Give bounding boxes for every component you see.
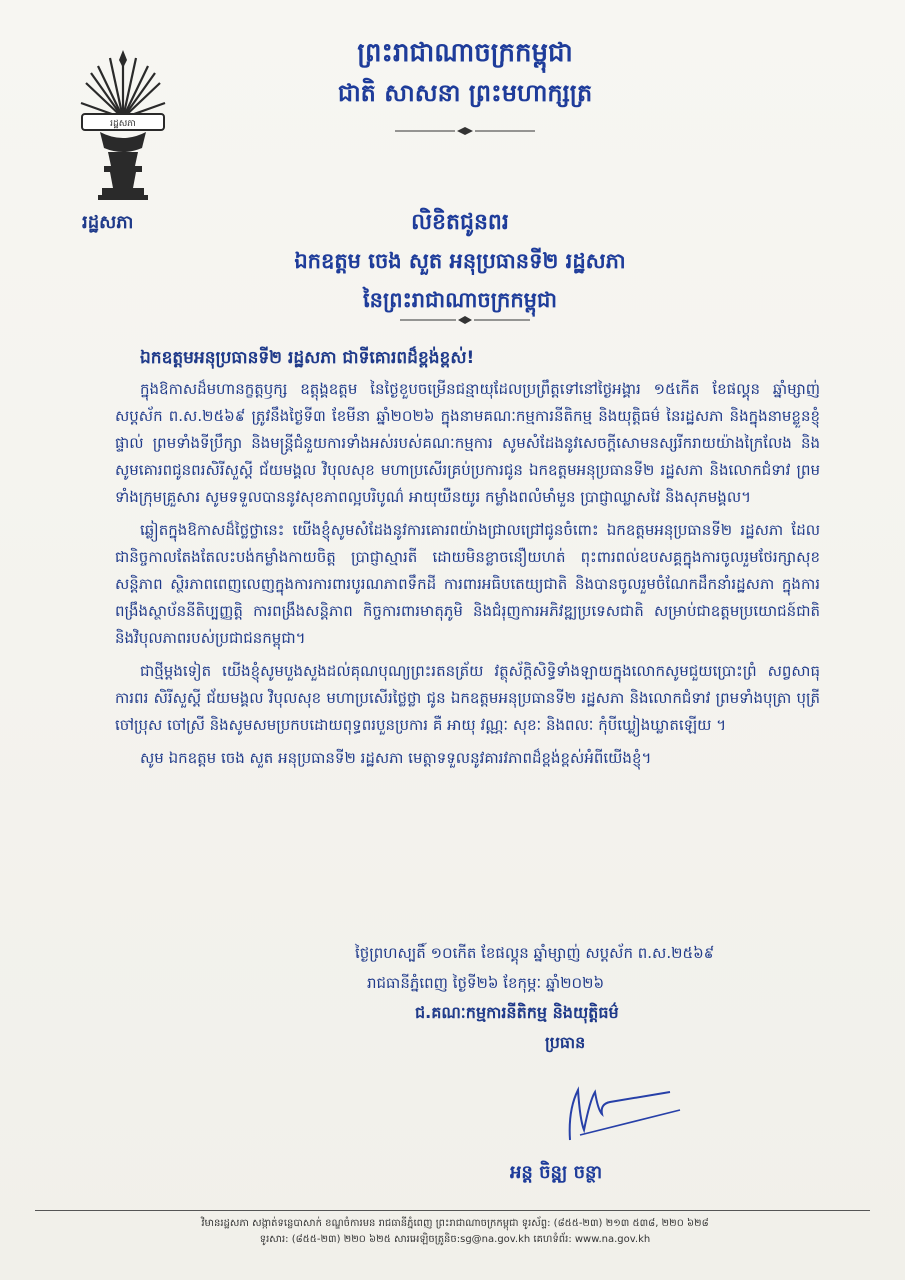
signer-role: ប្រធាន — [545, 1033, 586, 1052]
kingdom-heading: ព្រះរាជាណាចក្រកម្ពុជា — [357, 38, 573, 68]
signer-name: អន្ត ចិន្ត្យ ចន្ថា — [510, 1162, 603, 1183]
footer-divider — [35, 1210, 870, 1211]
letter-body — [115, 345, 820, 772]
salutation: ឯកឧត្តមអនុប្រធានទី២ រដ្ឋសភា ជាទីគោរពដ៏ខ្ពង់ខ្ពស់! — [140, 348, 475, 368]
emblem-label: រដ្ឋសភា — [110, 119, 136, 129]
national-motto: ជាតិ សាសនា ព្រះមហាក្សត្រ — [337, 79, 593, 107]
footer-address: វិមានរដ្ឋសភា សង្កាត់ទន្លេបាសាក់ ខណ្ឌចំការមន រាជធានីភ្នំពេញ ព្រះរាជាណាចក្រកម្ពុជា ទូរស័ព្ទ: (៨៥៥-២៣) ២១៣ ៥៣៨, ២២០ ៦២៨ — [201, 1218, 709, 1229]
paragraph-3: ជាថ្មីម្តងទៀត យើងខ្ញុំសូមបួងសួងដល់គុណបុណ្យព្រះរតនត្រ័យ វត្ថុស័ក្តិសិទ្ធិទាំងឡាយក្នុងលោកសូមជួយប្រោះព្រំ សព្វសាធុការពរ សិរីសួស្តី ជ័យមង្គល វិបុលសុខ មហាប្រសើរថ្លៃថ្លា ជូន ឯកឧត្តមអនុប្រធានទី២ រដ្ឋសភា និងលោកជំទាវ ព្រមទាំងបុត្រា បុត្រី ចៅប្រុស ចៅស្រី និងសូមសមប្រកបដោយពុទ្ធពរបួនប្រការ គឺ អាយុ វណ្ណៈ សុខៈ និងពលៈ កុំបីឃ្លៀងឃ្លាតឡើយ ។ — [115, 662, 820, 734]
divider-ornament-icon — [400, 315, 530, 325]
signature-icon — [540, 1080, 690, 1150]
org-label: រដ្ឋសភា — [82, 212, 134, 233]
paragraph-1: ក្នុងឱកាសដ៏មហានក្ខត្តឫក្ស ឧត្តុង្គឧត្តម នៃថ្ងៃខួបចម្រើនជន្មាយុដែលប្រព្រឹត្តទៅនៅថ្ងៃអង្គារ ១៥កើត ខែផល្គុន ឆ្នាំម្សាញ់ សប្តស័ក ព.ស.២៥៦៩ ត្រូវនឹងថ្ងៃទី៣ ខែមីនា ឆ្នាំ២០២៦ ក្នុងនាមគណៈកម្មការនីតិកម្ម និងយុត្តិធម៌ នៃរដ្ឋសភា និងក្នុងនាមខ្លួនខ្ញុំផ្ទាល់ ព្រមទាំងទីប្រឹក្សា និងមន្ត្រីជំនួយការទាំងអស់របស់គណៈកម្មការ សូមសំដែងនូវសេចក្តីសោមនស្សរីករាយយ៉ាងក្រៃលែង និងសូមគោរពជូនពរសិរីសួស្តី ជ័យមង្គល វិបុលសុខ មហាប្រសើរគ្រប់ប្រការជូន ឯកឧត្តមអនុប្រធានទី២ រដ្ឋសភា និងលោកជំទាវ ព្រមទាំងក្រុមគ្រួសារ សូមទទួលបាននូវសុខភាពល្អបរិបូណ៌ អាយុយឺនយូរ កម្លាំងពលំមាំមួន ប្រាជ្ញាឈ្លាសវៃ និងសុភមង្គល។ — [115, 380, 820, 506]
solar-date: រាជធានីភ្នំពេញ ថ្ងៃទី២៦ ខែកុម្ភៈ ឆ្នាំ២០២៦ — [367, 974, 605, 992]
closing-line: សូម ឯកឧត្តម ចេង សួត អនុប្រធានទី២ រដ្ឋសភា មេត្តាទទួលនូវគារវភាពដ៏ខ្ពង់ខ្ពស់អំពីយើងខ្ញុំ។ — [140, 749, 652, 767]
parliament-emblem-icon — [78, 48, 168, 203]
divider-ornament-icon — [395, 126, 535, 136]
title-line-2: ឯកឧត្តម ចេង សួត អនុប្រធានទី២ រដ្ឋសភា — [294, 249, 626, 273]
paragraph-2: ឆ្លៀតក្នុងឱកាសដ៏ថ្លៃថ្លានេះ យើងខ្ញុំសូមសំដែងនូវការគោរពយ៉ាងជ្រាលជ្រៅជូនចំពោះ ឯកឧត្តមអនុប្រធានទី២ រដ្ឋសភា ដែលជានិច្ចកាលតែងតែលះបង់កម្លាំងកាយចិត្ត ប្រាជ្ញាស្មារតី ដោយមិនខ្លាចនឿយហត់ ពុះពារពល់ឧបសគ្គក្នុងការចូលរួមថែរក្សាសុខសន្តិភាព ស្ថិរភាពពេញលេញក្នុងការការពារបូរណភាពទឹកដី ការពារអធិបតេយ្យជាតិ និងបានចូលរួមចំណែកដឹកនាំរដ្ឋសភា ក្នុងការពង្រឹងស្ថាប័ននីតិប្បញ្ញត្តិ ការពង្រឹងសន្តិភាព កិច្ចការពារមាតុភូមិ និងជំរុញការអភិវឌ្ឍប្រទេសជាតិ សម្រាប់ជាឧត្តមប្រយោជន៍ជាតិ និងវិបុលភាពរបស់ប្រជាជនកម្ពុជា។ — [115, 521, 820, 647]
letter-title — [220, 208, 700, 318]
title-line-3: នៃព្រះរាជាណាចក្រកម្ពុជា — [362, 288, 557, 312]
footer-contact: ទូរសារ: (៨៥៥-២៣) ២២០ ៦២៥ សារអេឡិចត្រូនិច:sg@na.gov.kh គេហទំព័រ: www.na.gov.kh — [259, 1234, 651, 1245]
date-block — [355, 938, 815, 1058]
committee-name: ជ.គណៈកម្មការនីតិកម្ម និងយុត្តិធម៌ — [415, 1003, 619, 1022]
footer — [60, 1216, 850, 1248]
title-line-1: លិខិតជូនពរ — [411, 210, 509, 235]
lunar-date: ថ្ងៃព្រហស្បតិ៍ ១០កើត ខែផល្គុន ឆ្នាំម្សាញ់ សប្តស័ក ព.ស.២៥៦៩ — [355, 944, 715, 962]
